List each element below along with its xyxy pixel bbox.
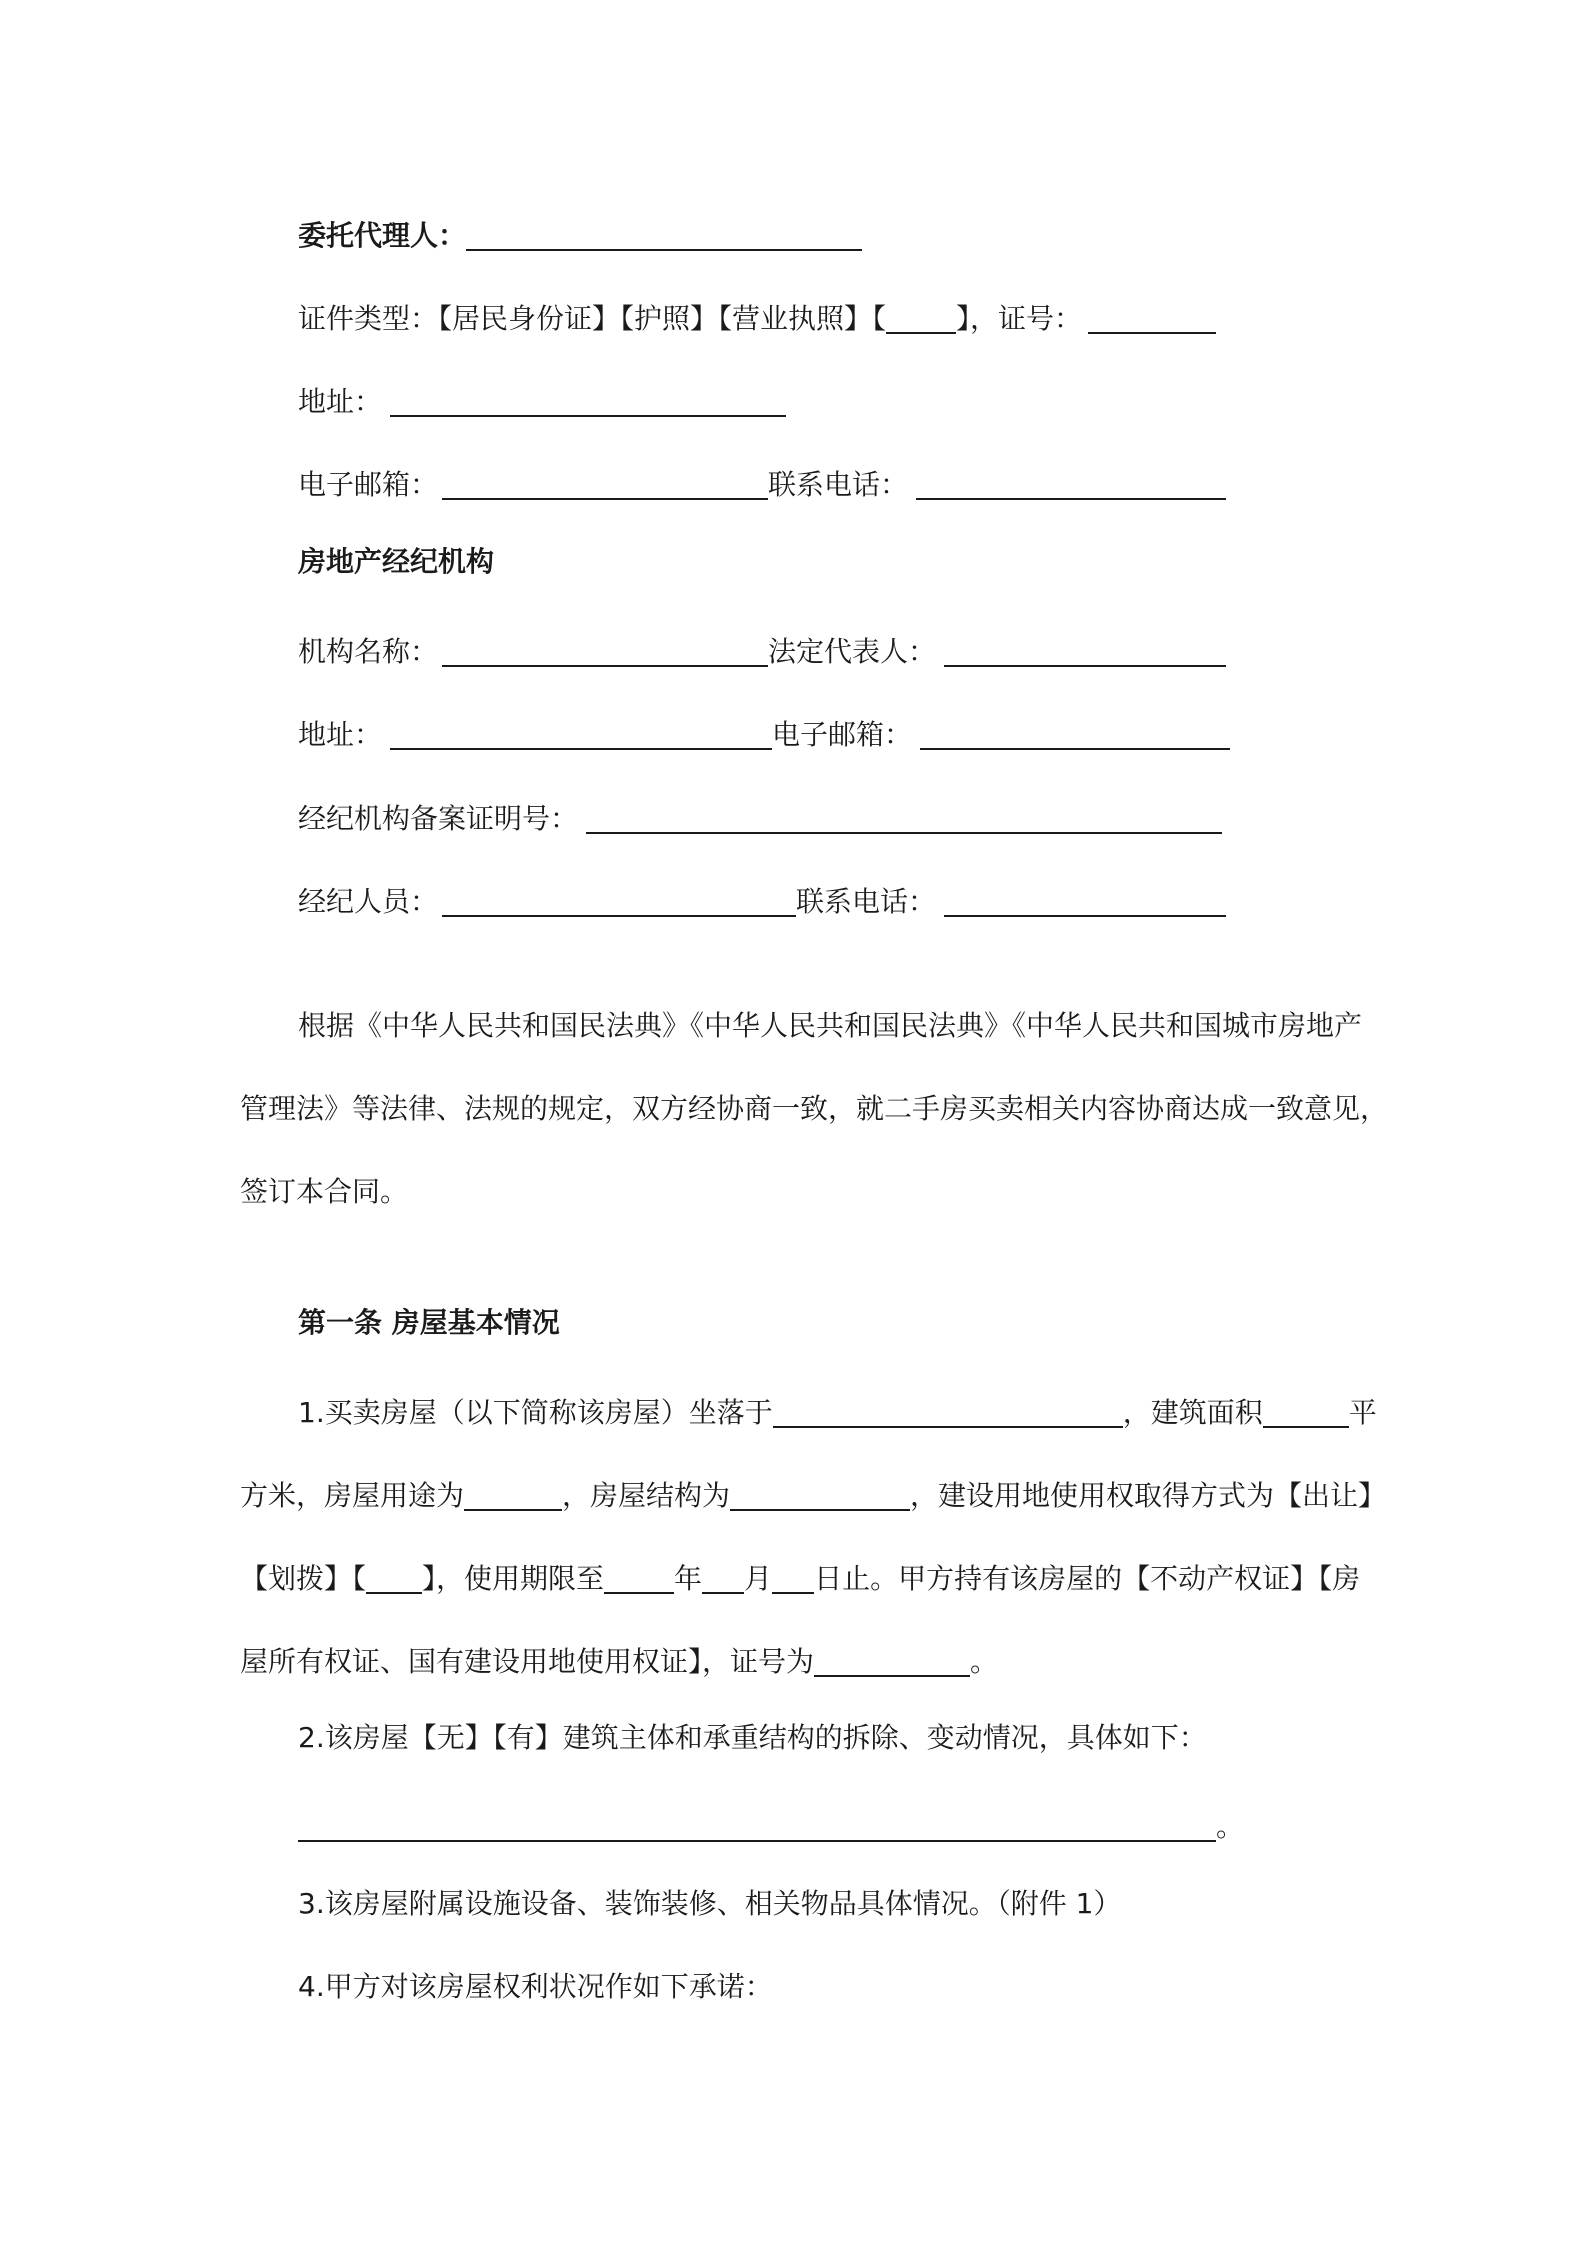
article1-p1-c: 平 bbox=[1348, 1396, 1377, 1429]
brokerage-record-blank[interactable] bbox=[586, 798, 1222, 834]
article1-p1-a: 1.买卖房屋（以下简称该房屋）坐落于 bbox=[298, 1396, 773, 1429]
agent-contact-row bbox=[298, 458, 1226, 501]
brokerage-address-label: 地址： bbox=[298, 718, 383, 751]
article1-p4: 4.甲方对该房屋权利状况作如下承诺： bbox=[298, 1970, 773, 2003]
agent-id-options-close: 】，证号： bbox=[956, 302, 1083, 335]
article1-p1-end: 。 bbox=[970, 1645, 999, 1678]
agent-id-options: 【居民身份证】【护照】【营业执照】【 bbox=[438, 302, 887, 335]
agent-id-other-blank[interactable] bbox=[886, 298, 956, 334]
brokerage-address-blank[interactable] bbox=[390, 714, 772, 750]
house-location-blank[interactable] bbox=[773, 1392, 1123, 1428]
article1-p1-g: 【划拨】【 bbox=[240, 1562, 367, 1595]
brokerage-name-blank[interactable] bbox=[442, 631, 768, 667]
brokerage-email-label: 电子邮箱： bbox=[772, 718, 913, 751]
agent-address-blank[interactable] bbox=[390, 381, 786, 417]
article1-p1-line1 bbox=[298, 1386, 1377, 1429]
land-right-other-blank[interactable] bbox=[366, 1558, 422, 1594]
brokerage-phone-label: 联系电话： bbox=[796, 885, 937, 918]
article1-p1-b: ，建筑面积 bbox=[1122, 1396, 1263, 1429]
article1-p1-d: 方米，房屋用途为 bbox=[240, 1479, 465, 1512]
brokerage-phone-blank[interactable] bbox=[944, 881, 1226, 917]
structure-change-blank[interactable] bbox=[298, 1806, 1216, 1842]
agent-row bbox=[298, 209, 862, 252]
article1-p1-line2 bbox=[240, 1469, 1387, 1512]
agent-id-type-label: 证件类型： bbox=[298, 302, 439, 335]
agent-title: 委托代理人： bbox=[298, 219, 467, 252]
house-structure-blank[interactable] bbox=[730, 1475, 910, 1511]
article1-p1-f: ，建设用地使用权取得方式为【出让】 bbox=[910, 1479, 1387, 1512]
brokerage-broker-blank[interactable] bbox=[442, 881, 796, 917]
brokerage-record-row bbox=[298, 792, 1222, 835]
article1-p1-month: 月 bbox=[744, 1562, 773, 1595]
brokerage-legal-rep-blank[interactable] bbox=[944, 631, 1226, 667]
agent-email-label: 电子邮箱： bbox=[298, 468, 439, 501]
brokerage-broker-label: 经纪人员： bbox=[298, 885, 439, 918]
brokerage-address-row bbox=[298, 708, 1230, 751]
brokerage-title: 房地产经纪机构 bbox=[298, 545, 495, 578]
certificate-number-blank[interactable] bbox=[814, 1641, 970, 1677]
article1-p2-end: 。 bbox=[1216, 1810, 1245, 1843]
term-month-blank[interactable] bbox=[702, 1558, 744, 1594]
article1-p1-year: 年 bbox=[674, 1562, 703, 1595]
brokerage-legal-rep-label: 法定代表人： bbox=[768, 635, 937, 668]
preamble-line-1: 根据《中华人民共和国民法典》《中华人民共和国民法典》《中华人民共和国城市房地产 bbox=[298, 1009, 1363, 1042]
brokerage-name-row bbox=[298, 625, 1226, 668]
preamble-line-3: 签订本合同。 bbox=[240, 1175, 409, 1208]
agent-address-label: 地址： bbox=[298, 385, 383, 418]
brokerage-name-label: 机构名称： bbox=[298, 635, 439, 668]
term-year-blank[interactable] bbox=[604, 1558, 674, 1594]
house-use-blank[interactable] bbox=[464, 1475, 562, 1511]
article1-p1-i: 屋所有权证、国有建设用地使用权证】，证号为 bbox=[240, 1645, 815, 1678]
article1-p2-blank-row bbox=[298, 1800, 1245, 1843]
article1-heading: 第一条 房屋基本情况 bbox=[298, 1306, 560, 1339]
term-day-blank[interactable] bbox=[772, 1558, 814, 1594]
house-area-blank[interactable] bbox=[1263, 1392, 1349, 1428]
agent-id-row bbox=[298, 292, 1216, 335]
agent-email-blank[interactable] bbox=[442, 464, 768, 500]
article1-p1-e: ，房屋结构为 bbox=[562, 1479, 731, 1512]
agent-address-row bbox=[298, 375, 786, 418]
article1-p1-line3 bbox=[240, 1552, 1361, 1595]
agent-id-number-blank[interactable] bbox=[1088, 298, 1216, 334]
article1-p1-line4 bbox=[240, 1635, 999, 1678]
agent-phone-label: 联系电话： bbox=[768, 468, 909, 501]
article1-p1-h: 】，使用期限至 bbox=[422, 1562, 605, 1595]
brokerage-email-blank[interactable] bbox=[920, 714, 1230, 750]
agent-name-blank[interactable] bbox=[466, 215, 862, 251]
article1-p1-day: 日止。甲方持有该房屋的【不动产权证】【房 bbox=[814, 1562, 1361, 1595]
article1-p3: 3.该房屋附属设施设备、装饰装修、相关物品具体情况。（附件 1） bbox=[298, 1887, 1122, 1920]
agent-phone-blank[interactable] bbox=[916, 464, 1226, 500]
preamble-line-2: 管理法》等法律、法规的规定，双方经协商一致，就二手房买卖相关内容协商达成一致意见， bbox=[240, 1092, 1389, 1125]
brokerage-broker-row bbox=[298, 875, 1226, 918]
brokerage-record-label: 经纪机构备案证明号： bbox=[298, 802, 579, 835]
article1-p2: 2.该房屋【无】【有】建筑主体和承重结构的拆除、变动情况，具体如下： bbox=[298, 1721, 1207, 1754]
